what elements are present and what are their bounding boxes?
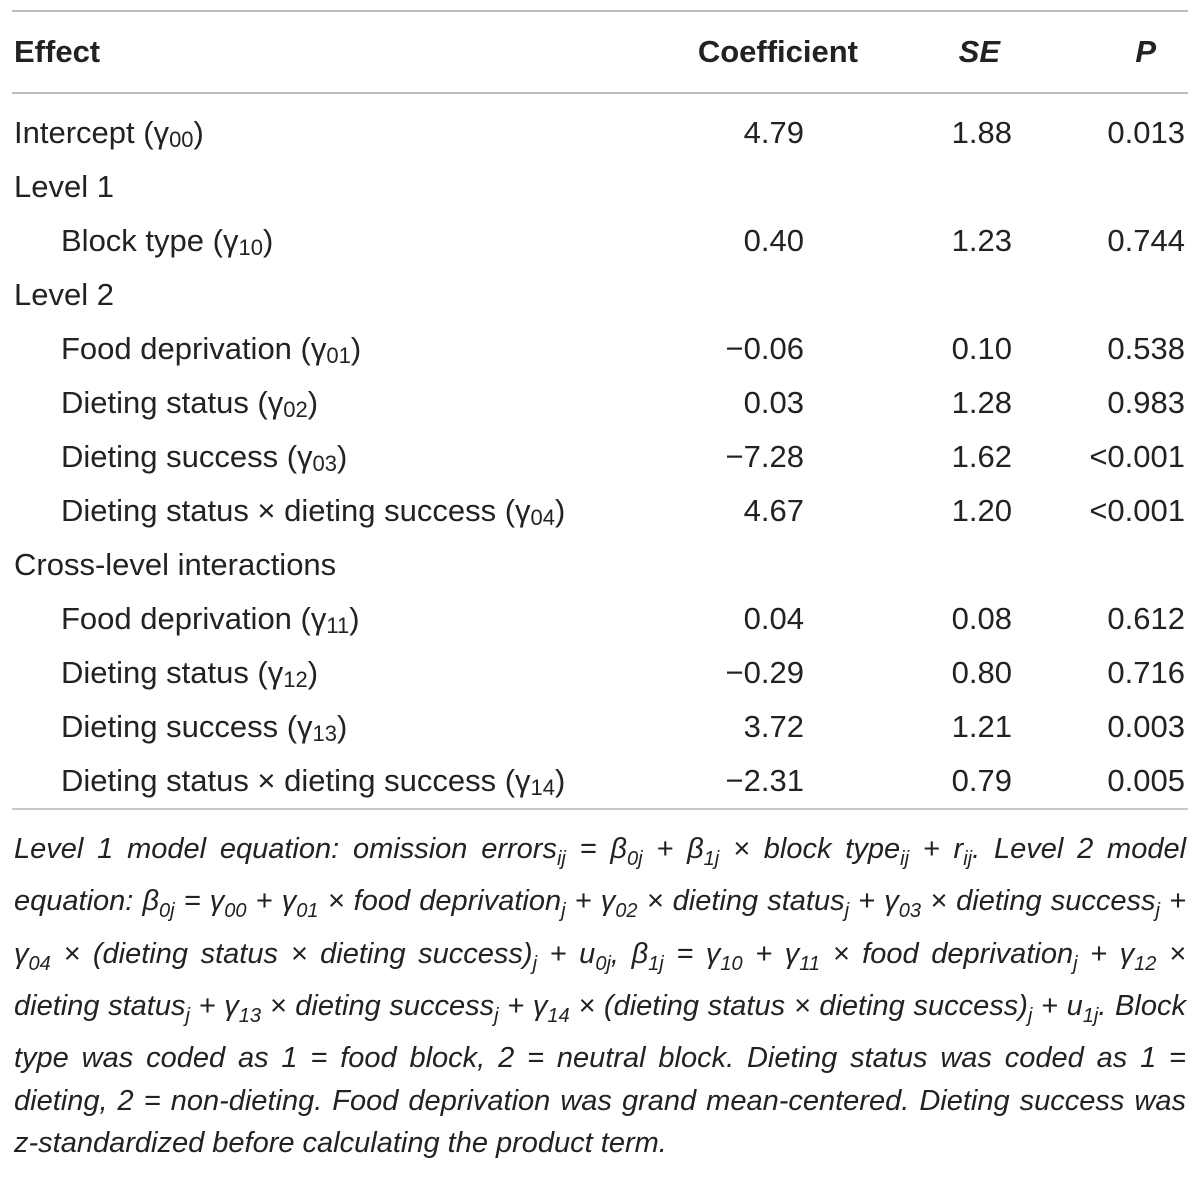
- row-coefficient: 3.72: [743, 709, 804, 744]
- table-row: [0, 214, 1200, 268]
- row-se: 1.20: [951, 493, 1012, 528]
- row-se: 1.23: [951, 223, 1012, 258]
- table-row: [0, 160, 1200, 214]
- row-se: 0.08: [951, 601, 1012, 636]
- table-footnote: Level 1 model equation: omission errors$_{ij}$ = $\beta_{0j} + \beta_{1j}$ × block type$_{ij}$ + $r_{ij}$. Level 2 model equation: $\beta_{0j} = \gamma_{00} + \gamma_{01}$ × food deprivation$_j$ + $\gamma_{02}$ × dieting status$_j$ + $\gamma_{03}$ × dieting success$_j$ + $\gamma_{04}$ × (dieting status × dieting $success)_j + u_{0j}$, $\beta_{1j} = \gamma_{10} + \gamma_{11}$ × food deprivation$_j$ + $\gamma_{12}$ × dieting status$_j$ + $\gamma_{13}$ × dieting success$_j$ + $\gamma_{14}$ × (dieting status × dieting $success)_j + u_{1j}$. Block type was coded as 1 = food block, 2 = neutral block. Dieting status was coded as 1 = dieting, 2 = non-dieting. Food deprivation was grand mean-centered. Dieting success was z-standardized before calculating the product term.: [14, 833, 1187, 1160]
- row-coefficient: 4.67: [743, 493, 804, 528]
- table-bottom-rule: [12, 808, 1188, 810]
- row-p: <0.001: [1089, 439, 1185, 474]
- row-coefficient: 0.40: [743, 223, 804, 258]
- row-coefficient: −7.28: [725, 439, 804, 474]
- row-effect-label: Level 1: [14, 169, 114, 204]
- row-coefficient: 0.03: [743, 385, 804, 420]
- row-se: 1.88: [951, 115, 1012, 150]
- table-row: [0, 106, 1200, 160]
- row-se: 1.21: [951, 709, 1012, 744]
- row-se: 0.79: [951, 763, 1012, 798]
- row-effect-label: Dieting status (γ12): [61, 655, 319, 692]
- table-row: [0, 592, 1200, 646]
- row-p: 0.716: [1107, 655, 1185, 690]
- row-effect-label: Dieting success (γ03): [61, 439, 348, 476]
- row-p: 0.005: [1107, 763, 1185, 798]
- row-coefficient: −2.31: [725, 763, 804, 798]
- table-row: [0, 322, 1200, 376]
- table-header-row: [0, 26, 1200, 78]
- row-p: 0.538: [1107, 331, 1185, 366]
- table-body: [0, 106, 1200, 808]
- row-p: 0.003: [1107, 709, 1185, 744]
- row-se: 0.10: [951, 331, 1012, 366]
- row-coefficient: 4.79: [743, 115, 804, 150]
- table-row: [0, 430, 1200, 484]
- row-effect-label: Cross-level interactions: [14, 547, 337, 582]
- row-se: 0.80: [951, 655, 1012, 690]
- row-se: 1.28: [951, 385, 1012, 420]
- table-top-rule: [12, 10, 1188, 12]
- row-p: 0.013: [1107, 115, 1185, 150]
- header-p: P: [1135, 34, 1156, 69]
- row-effect-label: Food deprivation (γ11): [61, 601, 360, 638]
- table-row: [0, 700, 1200, 754]
- row-effect-label: Dieting status × dieting success (γ04): [61, 493, 566, 530]
- table-row: [0, 484, 1200, 538]
- header-coefficient: Coefficient: [697, 34, 858, 69]
- row-se: 1.62: [951, 439, 1012, 474]
- header-effect: Effect: [14, 34, 101, 69]
- row-p: 0.983: [1107, 385, 1185, 420]
- row-p: <0.001: [1089, 493, 1185, 528]
- table-row: [0, 754, 1200, 808]
- table-row: [0, 268, 1200, 322]
- row-coefficient: 0.04: [743, 601, 804, 636]
- row-effect-label: Dieting success (γ13): [61, 709, 348, 746]
- table-header-rule: [12, 92, 1188, 94]
- header-se: SE: [958, 34, 1000, 69]
- row-effect-label: Level 2: [14, 277, 114, 312]
- table-row: [0, 646, 1200, 700]
- row-effect-label: Dieting status × dieting success (γ14): [61, 763, 566, 800]
- row-effect-label: Dieting status (γ02): [61, 385, 319, 422]
- table-row: [0, 376, 1200, 430]
- row-effect-label: Intercept (γ00): [14, 115, 204, 152]
- table-row: [0, 538, 1200, 592]
- row-effect-label: Food deprivation (γ01): [61, 331, 362, 368]
- row-effect-label: Block type (γ10): [61, 223, 274, 260]
- row-p: 0.744: [1107, 223, 1185, 258]
- row-coefficient: −0.06: [725, 331, 804, 366]
- row-coefficient: −0.29: [725, 655, 804, 690]
- row-p: 0.612: [1107, 601, 1185, 636]
